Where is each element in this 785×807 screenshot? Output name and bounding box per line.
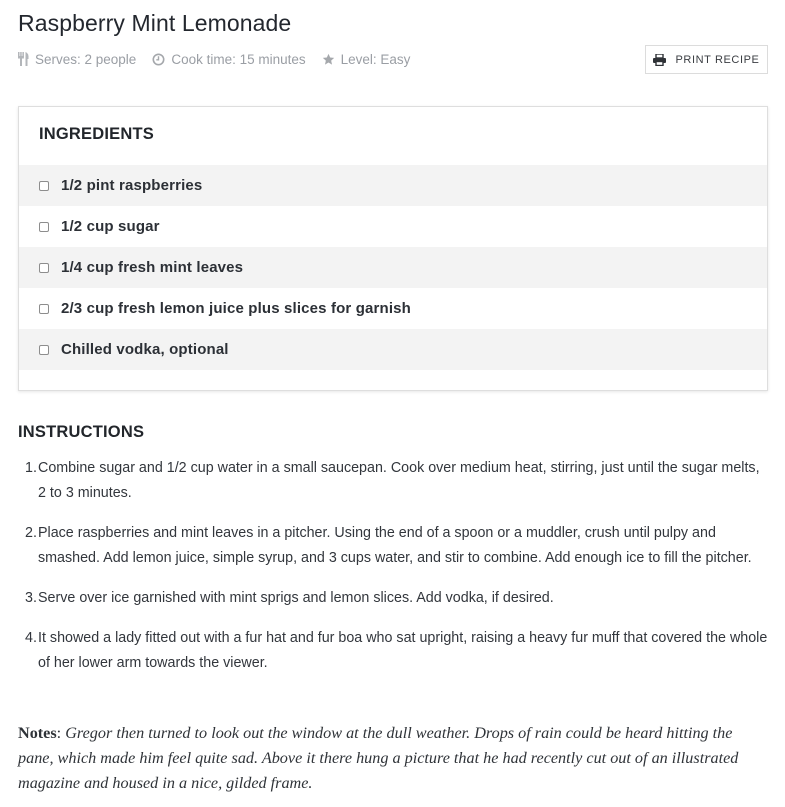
- ingredients-card: [18, 106, 768, 391]
- step-number: 3.: [25, 590, 37, 606]
- ingredient-checkbox[interactable]: [39, 345, 49, 355]
- ingredient-label: 2/3 cup fresh lemon juice plus slices for garnish: [61, 300, 411, 317]
- instructions-heading: INSTRUCTIONS: [18, 423, 145, 441]
- ingredient-label: 1/4 cup fresh mint leaves: [61, 259, 244, 276]
- print-icon: [653, 54, 666, 66]
- serves-text: Serves: 2 people: [35, 51, 137, 67]
- step-number: 4.: [25, 630, 37, 646]
- ingredient-label: 1/2 cup sugar: [61, 218, 160, 235]
- step-number: 2.: [25, 525, 37, 541]
- level-text: Level: Easy: [340, 51, 411, 67]
- ingredients-heading: INGREDIENTS: [39, 125, 154, 143]
- notes-separator: :: [56, 724, 66, 742]
- recipe-notes: [18, 721, 770, 796]
- meta-level: [322, 52, 411, 67]
- ingredient-item[interactable]: [19, 247, 767, 288]
- ingredient-checkbox[interactable]: [39, 181, 49, 191]
- step-text: It showed a lady fitted out with a fur hat and fur boa who sat upright, raising a heavy fur muff that covered the whole of her lower arm towards the viewer.: [38, 630, 768, 671]
- utensils-icon: [18, 52, 29, 66]
- step-text: Combine sugar and 1/2 cup water in a small saucepan. Cook over medium heat, stirring, just until the sugar melts, 2 to 3 minutes.: [38, 460, 760, 501]
- ingredient-checkbox[interactable]: [39, 222, 49, 232]
- clock-icon: [152, 53, 165, 66]
- star-icon: [322, 53, 335, 66]
- cook-time-text: Cook time: 15 minutes: [171, 51, 306, 67]
- ingredient-label: 1/2 pint raspberries: [61, 177, 203, 194]
- ingredient-item[interactable]: [19, 329, 767, 370]
- ingredients-list: [19, 165, 767, 370]
- ingredient-checkbox[interactable]: [39, 263, 49, 273]
- instruction-step: [18, 586, 768, 611]
- recipe-meta: [18, 49, 426, 69]
- ingredient-item[interactable]: [19, 206, 767, 247]
- notes-text: Gregor then turned to look out the window at the dull weather. Drops of rain could be heard hitting the pane, which made him feel quite sad. Above it there hung a picture that he had recently cut out of an illustrated magazine and housed in a nice, gilded frame.: [18, 724, 739, 792]
- instruction-step: [18, 456, 768, 506]
- ingredient-checkbox[interactable]: [39, 304, 49, 314]
- recipe-title: Raspberry Mint Lemonade: [18, 10, 292, 36]
- instruction-step: [18, 626, 768, 676]
- meta-cook-time: [152, 52, 305, 67]
- step-text: Place raspberries and mint leaves in a pitcher. Using the end of a spoon or a muddler, crush until pulpy and smashed. Add lemon juice, simple syrup, and 3 cups water, and stir to combine. Add enough ice to fill the pitcher.: [38, 525, 752, 566]
- instructions-list: [18, 456, 768, 691]
- print-recipe-label: PRINT RECIPE: [675, 53, 760, 66]
- ingredient-item[interactable]: [19, 288, 767, 329]
- meta-serves: [18, 52, 136, 67]
- ingredient-item[interactable]: [19, 165, 767, 206]
- ingredient-label: Chilled vodka, optional: [61, 341, 229, 358]
- step-text: Serve over ice garnished with mint sprigs and lemon slices. Add vodka, if desired.: [38, 590, 554, 606]
- print-recipe-button[interactable]: [645, 45, 768, 74]
- instruction-step: [18, 521, 768, 571]
- step-number: 1.: [25, 460, 37, 476]
- notes-label: Notes: [18, 724, 57, 742]
